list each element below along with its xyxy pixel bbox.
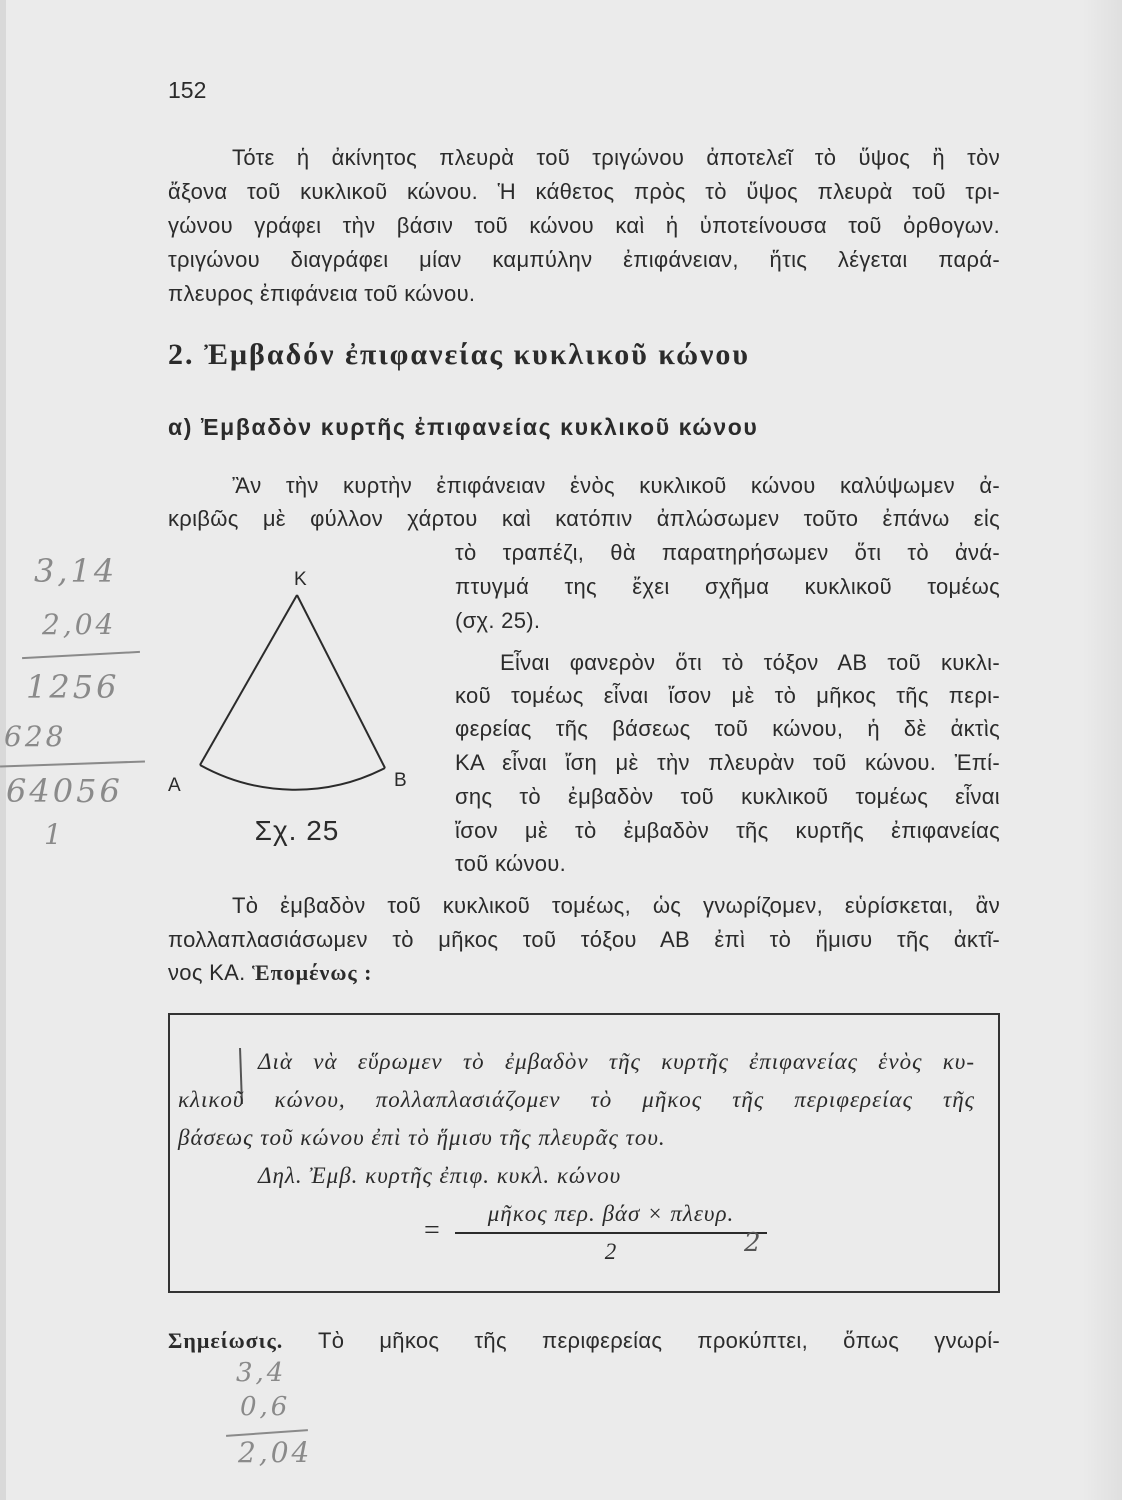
sector-edge-right xyxy=(297,595,385,768)
note-line xyxy=(168,1324,1000,1358)
body-text-line: (σχ. 25). xyxy=(455,608,541,633)
body-text-line: τριγώνου διαγράφει μίαν καμπύλην ἐπιφάνειαν, ἥτις λέγεται παρά- xyxy=(168,247,1000,272)
note-text: Τὸ μῆκος τῆς περιφερείας προκύπτει, ὅπως γνωρί- xyxy=(317,1328,1001,1353)
handwritten-calculation: 3,4 xyxy=(236,1358,287,1388)
handwritten-calculation: 2,04 xyxy=(42,608,117,641)
body-text-line: ἄξονα τοῦ κυκλικοῦ κώνου. Ἡ κάθετος πρὸς τὸ ὕψος πλευρὰ τοῦ τρι- xyxy=(168,179,1000,204)
body-text-line: Ἂν τὴν κυρτὴν ἐπιφάνειαν ἑνὸς κυκλικοῦ κώνου καλύψωμεν ἀ- xyxy=(232,473,1000,498)
body-text-fragment: νος ΚΑ. xyxy=(168,960,246,985)
handwritten-calculation: 64056 xyxy=(6,772,123,810)
handwritten-calculation: 2,04 xyxy=(238,1436,313,1469)
sector-arc xyxy=(200,765,385,790)
formula-label: Δηλ. Ἐμβ. κυρτῆς ἐπιφ. κυκλ. κώνου xyxy=(258,1163,622,1188)
handwritten-rule-line xyxy=(22,651,140,659)
handwritten-calculation: 0,6 xyxy=(240,1392,291,1422)
body-text-line: ΚΑ εἶναι ἴση μὲ τὴν πλευρὰν τοῦ κώνου. Ἐπί- xyxy=(455,750,1000,775)
label-point-a: Α xyxy=(168,775,181,796)
body-text-line: τοῦ κώνου. xyxy=(455,851,567,876)
body-text-line: Τὸ ἐμβαδὸν τοῦ κυκλικοῦ τομέως, ὡς γνωρίζομεν, εὑρίσκεται, ἂν xyxy=(232,893,1000,918)
formula-numerator: μῆκος περ. βάσ × πλευρ. xyxy=(487,1201,735,1226)
body-text-line: Εἶναι φανερὸν ὅτι τὸ τόξον ΑΒ τοῦ κυκλι- xyxy=(500,650,1000,675)
rule-line: Διὰ νὰ εὕρωμεν τὸ ἐμβαδὸν τῆς κυρτῆς ἐπιφανείας ἑνὸς κυ- xyxy=(258,1049,975,1074)
body-text-line xyxy=(168,956,373,990)
figure-sector xyxy=(160,560,440,860)
figure-caption: Σχ. 25 xyxy=(254,815,340,846)
emphasis-word: Ἑπομένως : xyxy=(251,960,373,985)
scan-edge-right xyxy=(1082,0,1122,1500)
sector-edge-left xyxy=(200,595,297,765)
body-text-line: πλευρος ἐπιφάνεια τοῦ κώνου. xyxy=(168,281,476,306)
handwritten-mark: 2 xyxy=(744,1228,764,1258)
body-text-line: γώνου γράφει τὴν βάσιν τοῦ κώνου καὶ ἡ ὑποτείνουσα τοῦ ὀρθογων. xyxy=(168,213,1000,238)
section-heading: 2. Ἐμβαδόν ἐπιφανείας κυκλικοῦ κώνου xyxy=(168,338,750,371)
body-text-line: σης τὸ ἐμβαδὸν τοῦ κυκλικοῦ τομέως εἶναι xyxy=(455,784,1000,809)
body-text-line: Τότε ἡ ἀκίνητος πλευρὰ τοῦ τριγώνου ἀποτελεῖ τὸ ὕψος ἢ τὸν xyxy=(232,145,1000,170)
subsection-heading: α) Ἐμβαδὸν κυρτῆς ἐπιφανείας κυκλικοῦ κώνου xyxy=(168,414,759,440)
body-text-line: πολλαπλασιάσωμεν τὸ μῆκος τοῦ τόξου ΑΒ ἐπὶ τὸ ἥμισυ τῆς ἀκτῖ- xyxy=(168,927,1000,952)
handwritten-calculation: 1 xyxy=(44,818,65,851)
formula-denominator: 2 xyxy=(604,1239,618,1264)
body-text-line: φερείας τῆς βάσεως τοῦ κώνου, ἡ δὲ ἀκτὶς xyxy=(455,716,1000,741)
label-point-b: Β xyxy=(394,770,407,791)
body-text-line: κοῦ τομέως εἶναι ἴσον μὲ τὸ μῆκος τῆς περι- xyxy=(455,683,1000,708)
body-text-line: κριβῶς μὲ φύλλον χάρτου καὶ κατόπιν ἀπλώσωμεν τοῦτο ἐπάνω εἰς xyxy=(168,506,1000,531)
rule-line: βάσεως τοῦ κώνου ἐπὶ τὸ ἥμισυ τῆς πλευρᾶς του. xyxy=(178,1125,666,1150)
page-number: 152 xyxy=(168,77,207,103)
handwritten-calculation: 1256 xyxy=(26,668,120,706)
note-label: Σημείωσις. xyxy=(168,1328,284,1353)
handwritten-calculation: 3,14 xyxy=(34,552,118,590)
body-text-line: τὸ τραπέζι, θὰ παρατηρήσωμεν ὅτι τὸ ἀνά- xyxy=(455,540,1000,565)
rule-line: κλικοῦ κώνου, πολλαπλασιάζομεν τὸ μῆκος τῆς περιφερείας τῆς xyxy=(178,1087,975,1112)
handwritten-calculation: 628 xyxy=(4,720,67,753)
body-text-line: ἴσον μὲ τὸ ἐμβαδὸν τῆς κυρτῆς ἐπιφανείας xyxy=(455,818,1000,843)
formula-equals: = xyxy=(424,1215,440,1246)
label-apex-k: Κ xyxy=(294,569,307,590)
body-text-line: πτυγμά της ἔχει σχῆμα κυκλικοῦ τομέως xyxy=(455,574,1000,599)
handwritten-rule-line xyxy=(0,760,145,767)
